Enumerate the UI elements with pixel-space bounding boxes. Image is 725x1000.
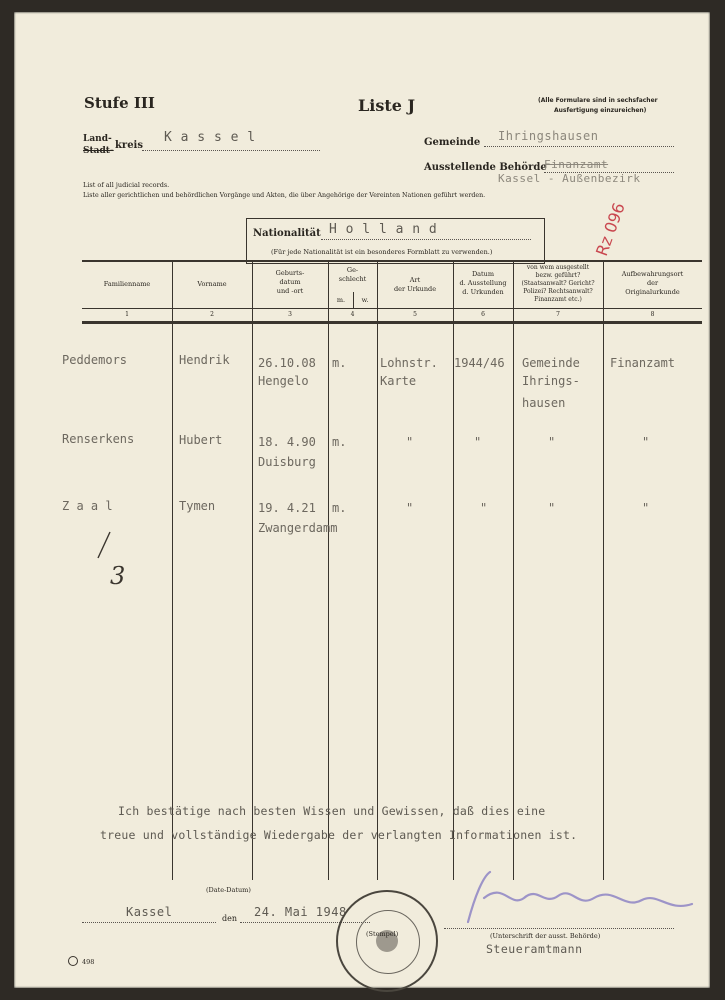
col-number-1: 1 <box>125 311 129 318</box>
row1-vorname: Hendrik <box>179 353 230 367</box>
stadt-label: Stadt- <box>83 146 114 156</box>
date-value: 24. Mai 1948 <box>254 905 347 919</box>
row3-geburt-datum: 19. 4.21 <box>258 501 316 515</box>
row3-datum: " <box>480 501 488 515</box>
col-number-7: 7 <box>556 311 560 318</box>
row2-urkunde: " <box>406 435 414 449</box>
row1-urkunde-2: Karte <box>380 374 417 388</box>
row1-aussteller-2: Ihrings- <box>522 374 580 388</box>
nationality-label: Nationalität <box>253 228 321 239</box>
form-logo-icon <box>68 956 78 966</box>
col-divider-7 <box>603 260 604 880</box>
land-label: Land- <box>83 134 112 144</box>
row2-aussteller: " <box>548 435 556 449</box>
row3-aussteller: " <box>548 501 556 515</box>
gemeinde-value: Ihringshausen <box>498 129 599 143</box>
signer-title: Steueramtmann <box>486 942 583 956</box>
row1-geschlecht: m. <box>332 356 347 370</box>
row1-aussteller-1: Gemeinde <box>522 356 580 370</box>
intro-german: Liste aller gerichtlichen und behördlichen Vorgänge und Akten, die über Angehörige der Vereinten Nationen geführt werden. <box>83 192 486 199</box>
kreis-line <box>142 150 320 151</box>
col-number-8: 8 <box>650 311 655 318</box>
header-geschlecht-m: m. <box>336 296 346 304</box>
row2-geschlecht: m. <box>332 435 347 449</box>
intro-english: List of all judicial records. <box>83 181 170 189</box>
header-geburt: Geburts- datum und -ort <box>275 269 305 295</box>
nationality-box <box>246 218 545 264</box>
nationality-value: H o l l a n d <box>329 222 438 237</box>
signature <box>454 862 704 932</box>
row3-familienname: Z a a l <box>62 499 113 513</box>
behoerde-value-line2: Kassel - Außenbezirk <box>498 172 641 185</box>
place-value: Kassel <box>126 905 173 919</box>
kreis-label: kreis <box>115 140 143 151</box>
row1-aufbewahrung: Finanzamt <box>610 356 676 370</box>
nationality-line <box>321 239 531 240</box>
form-number: 498 <box>82 958 95 966</box>
header-art: Art der Urkunde <box>393 276 437 293</box>
row3-urkunde: " <box>406 501 414 515</box>
col-number-6: 6 <box>481 311 485 318</box>
col-divider-2 <box>252 260 253 880</box>
header-familienname: Familienname <box>103 280 151 288</box>
date-label: (Date-Datum) <box>206 886 251 894</box>
behoerde-value-line1: Finanzamt <box>544 158 609 171</box>
header-aussteller: von wem ausgestellt bezw. geführt? (Staatsanwalt? Gericht? Polizei? Rechtsanwalt? Finanzamt etc.) <box>521 264 595 303</box>
row2-geburt-datum: 18. 4.90 <box>258 435 316 449</box>
header-geschlecht-w: w. <box>361 296 369 304</box>
gemeinde-line <box>484 146 674 147</box>
nationality-note: (Für jede Nationalität ist ein besonderes Formblatt zu verwenden.) <box>271 248 493 256</box>
signature-line <box>444 928 674 929</box>
row1-geburt-ort: Hengelo <box>258 374 309 388</box>
header-vorname: Vorname <box>197 280 227 288</box>
col-number-3: 3 <box>288 311 292 318</box>
row2-aufbewahrung: " <box>642 435 650 449</box>
behoerde-label: Ausstellende Behörde <box>424 162 547 173</box>
red-pencil-mark: Rz 096 <box>592 200 629 259</box>
row3-vorname: Tymen <box>179 499 216 513</box>
table-top-rule <box>82 260 702 262</box>
copies-note-line2: Ausfertigung einzureichen) <box>554 107 647 114</box>
header-geschlecht: Ge- schlecht <box>338 266 367 283</box>
stamp-label: (Stempel) <box>366 930 399 938</box>
gemeinde-label: Gemeinde <box>424 137 481 148</box>
place-line <box>82 922 216 923</box>
row2-vorname: Hubert <box>179 433 223 447</box>
row3-geburt-ort: Zwangerdamm <box>258 521 338 535</box>
stufe-title: Stufe III <box>84 94 155 112</box>
row3-aufbewahrung: " <box>642 501 650 515</box>
confirmation-line2: treue und vollständige Wiedergabe der verlangten Informationen ist. <box>100 828 578 842</box>
col-divider-4 <box>377 260 378 880</box>
row1-geburt-datum: 26.10.08 <box>258 356 316 370</box>
signature-label: (Unterschrift der ausst. Behörde) <box>490 932 601 940</box>
col-number-4: 4 <box>350 311 355 318</box>
official-stamp <box>336 890 438 992</box>
liste-title: Liste J <box>358 96 416 115</box>
row1-urkunde-1: Lohnstr. <box>380 356 438 370</box>
row1-familienname: Peddemors <box>62 353 128 367</box>
copies-note-line1: (Alle Formulare sind in sechsfacher <box>538 97 658 104</box>
row1-datum: 1944/46 <box>454 356 505 370</box>
table-header-rule <box>82 308 702 309</box>
confirmation-line1: Ich bestätige nach besten Wissen und Gewissen, daß dies eine <box>118 804 546 818</box>
col-divider-3 <box>328 260 329 880</box>
handwritten-number: 3 <box>110 562 126 590</box>
document-page <box>14 12 710 988</box>
row3-geschlecht: m. <box>332 501 347 515</box>
col-number-5: 5 <box>413 311 417 318</box>
col-number-2: 2 <box>210 311 214 318</box>
den-label: den <box>222 914 238 923</box>
header-datum: Datum d. Ausstellung d. Urkunden <box>459 270 507 296</box>
row1-aussteller-3: hausen <box>522 396 566 410</box>
col-divider-1 <box>172 260 173 880</box>
row2-datum: " <box>474 435 482 449</box>
header-aufbewahrung: Aufbewahrungsort der Originalurkunde <box>621 270 684 296</box>
row2-familienname: Renserkens <box>62 432 135 446</box>
kreis-value: K a s s e l <box>164 130 256 145</box>
table-body-rule <box>82 322 702 324</box>
row2-geburt-ort: Duisburg <box>258 455 316 469</box>
col-divider-6 <box>513 260 514 880</box>
